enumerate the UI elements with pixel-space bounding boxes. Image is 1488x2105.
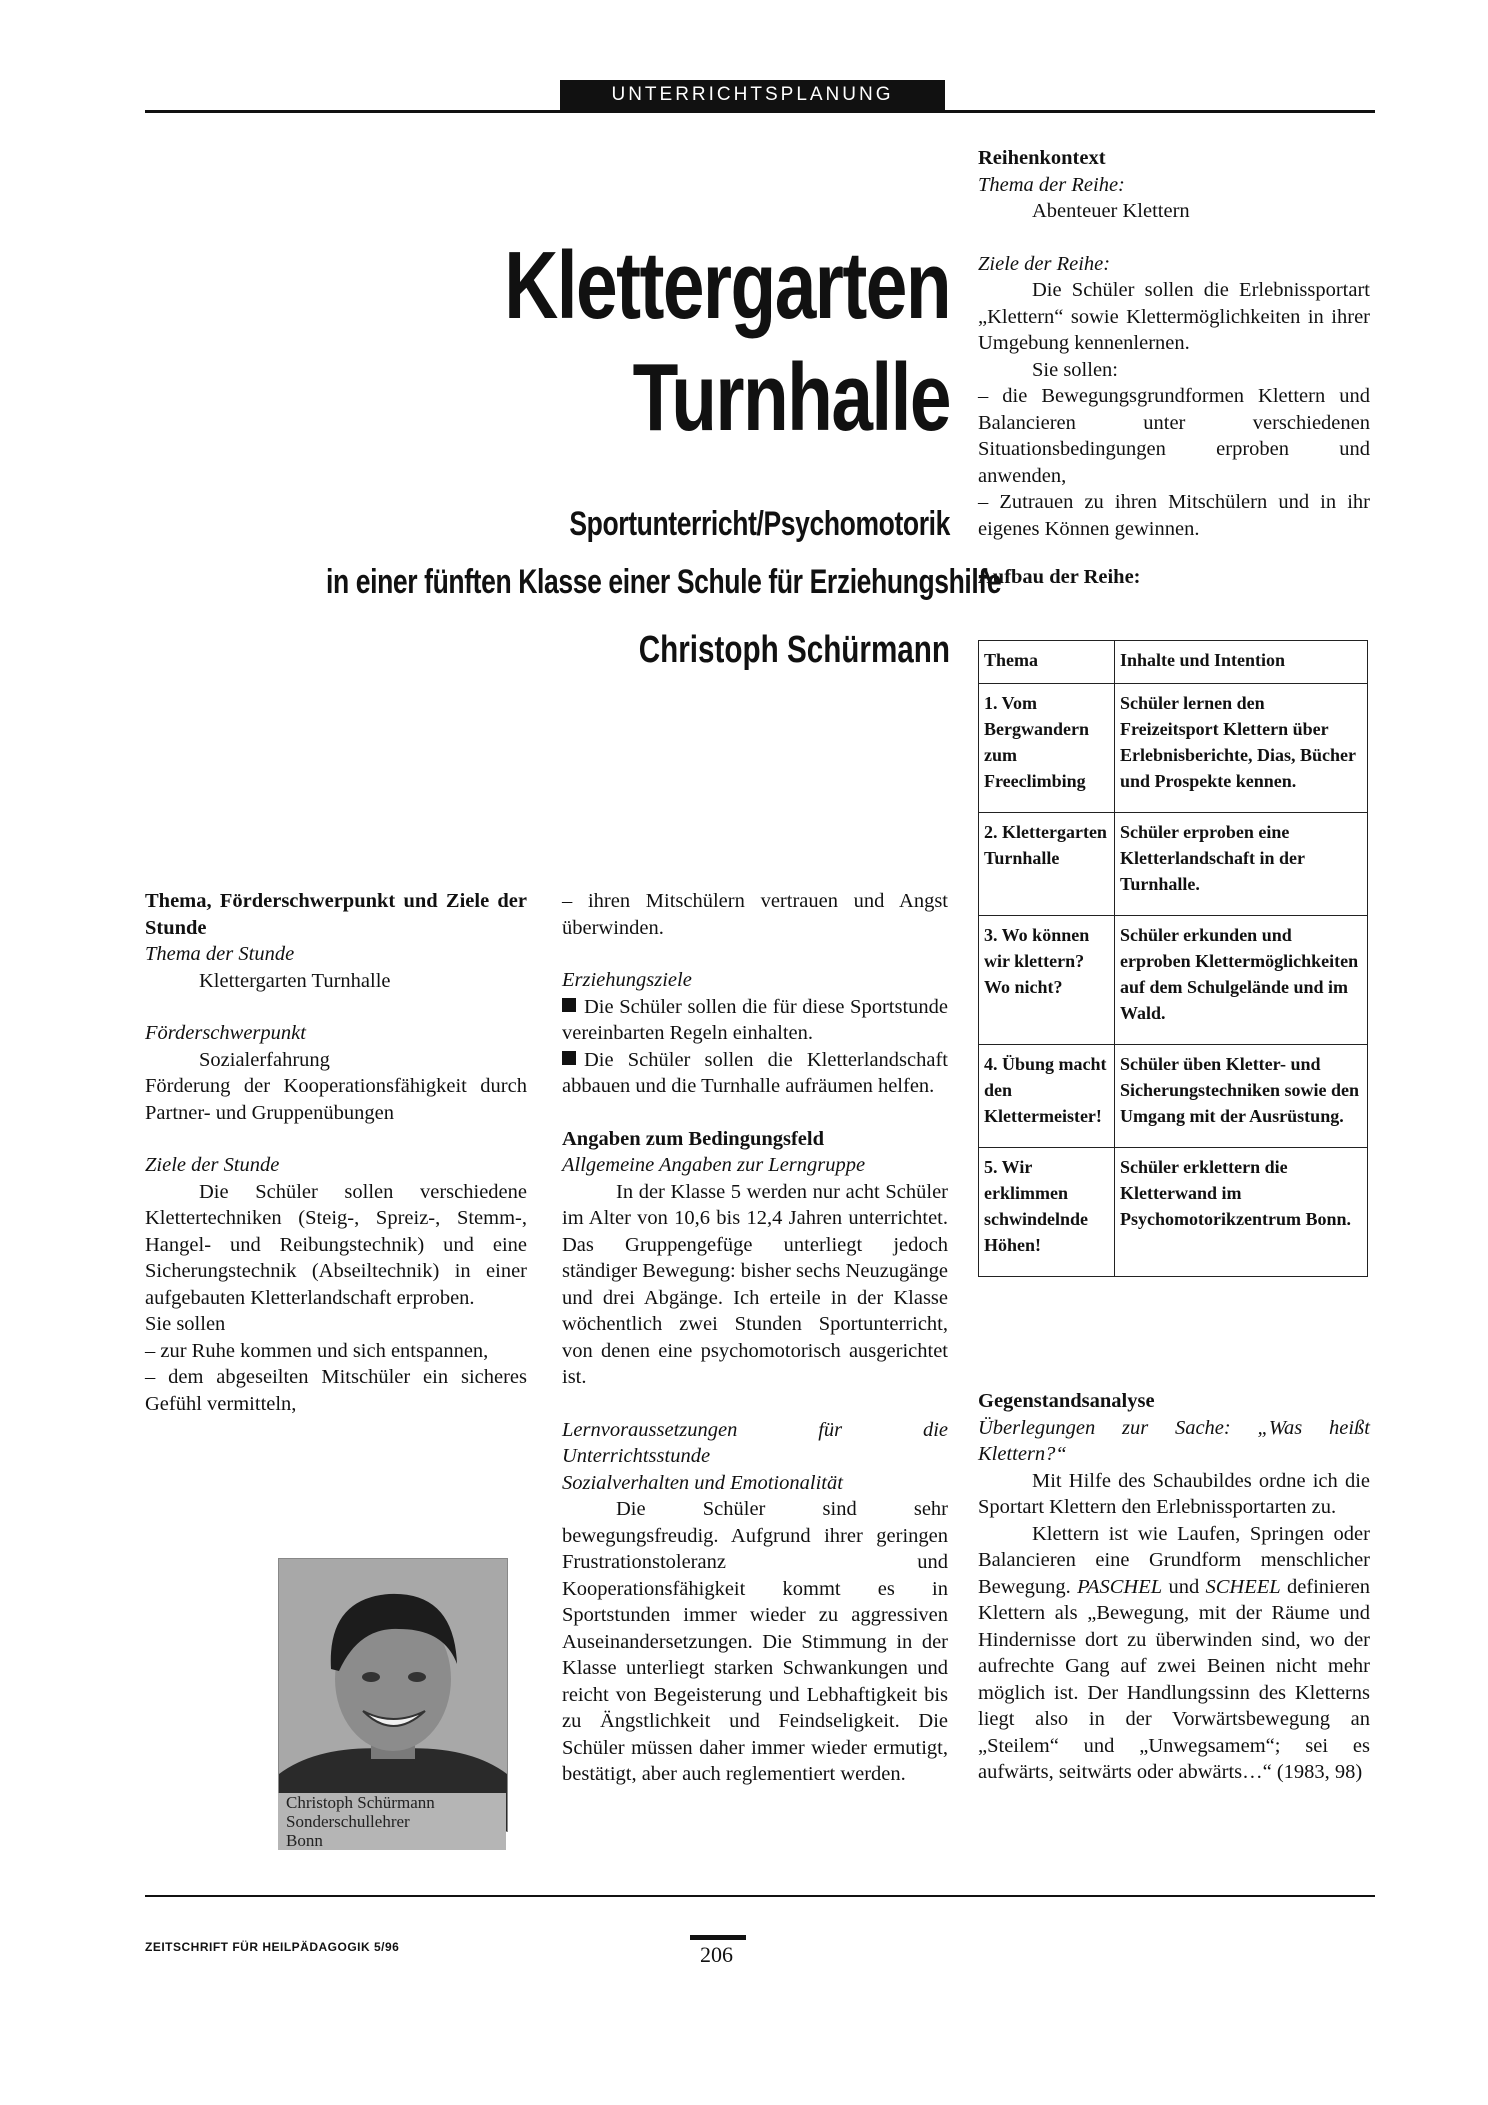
label-erziehungsziele: Erziehungsziele (562, 969, 692, 991)
journal-footer: ZEITSCHRIFT FÜR HEILPÄDAGOGIK 5/96 (145, 1940, 400, 1954)
value-foerderschwerpunkt: Sozialerfahrung (199, 1048, 330, 1071)
square-bullet-icon (562, 1051, 576, 1065)
portrait-image (279, 1559, 507, 1831)
list-item-ziele-stunde-1: – zur Ruhe kommen und sich entspannen, (145, 1339, 489, 1362)
heading-thema-der-stunde: Thema, Förderschwerpunkt und Ziele der Stunde (145, 890, 527, 939)
label-sozialverhalten: Sozialverhalten und Emotionalität (562, 1471, 843, 1494)
article-subtitle-1: Sportunterricht/Psychomotorik (569, 505, 950, 543)
subheading-ueberlegungen: Überlegungen zur Sache: „Was heißt Klettern?“ (978, 1416, 1370, 1465)
author-ref-paschel: PASCHEL (1077, 1575, 1163, 1598)
page-number-bar (690, 1935, 746, 1940)
table-cell-thema: 3. Wo können wir klettern? Wo nicht? (979, 916, 1115, 1045)
column-right-top (978, 145, 1370, 591)
paragraph-lerngruppe: In der Klasse 5 werden nur acht Schüler im Alter von 10,6 bis 12,4 Jahren unterrichtet. Das Gruppengefüge unterliegt jedoch ständiger Bewegung: bisher sechs Neuzugänge und drei Abgänge. Ich erteile in der Klasse wöchentlich zwei Stunden Sportunterricht, von denen eine psychomotorisch ausgerichtet ist. (562, 1180, 948, 1388)
text-analyse-2b: definieren Klettern als „Bewegung, mit der Räume und Hindernisse dort zu überwinden sind, wo der aufrechte Gang auf zwei Beinen nicht mehr möglich ist. Der Handlungssinn des Kletterns liegt also in der Vorwärtsbewegung an „Steilem“ und „Unwegsamem“; sei es aufwärts, seitwärts oder abwärts…“ (1983, 98) (978, 1575, 1371, 1783)
bullet-item-erziehungsziel-1 (562, 994, 948, 1047)
author-photo (278, 1558, 508, 1832)
label-foerderschwerpunkt: Förderschwerpunkt (145, 1022, 306, 1044)
table-cell-inhalte: Schüler erkunden und erproben Klettermöglichkeiten auf dem Schulgelände und im Wald. (1115, 916, 1368, 1045)
erziehungsziel-1-text: Die Schüler sollen die für diese Sportstunde vereinbarten Regeln einhalten. (562, 995, 948, 1044)
column-middle (562, 888, 948, 1788)
erziehungsziel-2-text: Die Schüler sollen die Kletterlandschaft abbauen und die Turnhalle aufräumen helfen. (562, 1048, 948, 1097)
section-label: UNTERRICHTSPLANUNG (560, 80, 945, 110)
list-item-ziele-stunde-3: – ihren Mitschülern vertrauen und Angst überwinden. (562, 890, 948, 939)
table-cell-inhalte: Schüler üben Kletter- und Sicherungstechniken sowie den Umgang mit der Ausrüstung. (1115, 1045, 1368, 1148)
heading-bedingungsfeld: Angaben zum Bedingungsfeld (562, 1127, 825, 1150)
table-header-thema: Thema (979, 641, 1115, 684)
photo-caption (278, 1793, 506, 1850)
article-title-line-1: Klettergarten (504, 232, 950, 339)
article-title-line-2: Turnhalle (632, 344, 950, 451)
paragraph-ziele-reihe-2: Sie sollen: (1032, 358, 1118, 381)
page-number: 206 (700, 1942, 733, 1967)
table-header-inhalte: Inhalte und Intention (1115, 641, 1368, 684)
label-ziele-der-reihe: Ziele der Reihe: (978, 252, 1111, 275)
heading-aufbau-der-reihe: Aufbau der Reihe: (978, 566, 1141, 588)
table-cell-inhalte: Schüler erproben eine Kletterlandschaft in der Turnhalle. (1115, 813, 1368, 916)
column-left (145, 888, 527, 1417)
table-cell-thema: 4. Übung macht den Klettermeister! (979, 1045, 1115, 1148)
caption-name: Christoph Schürmann (286, 1793, 435, 1812)
table-cell-inhalte: Schüler lernen den Freizeitsport Klettern über Erlebnisberichte, Dias, Bücher und Prospekte kennen. (1115, 684, 1368, 813)
table-cell-thema: 1. Vom Bergwandern zum Freeclimbing (979, 684, 1115, 813)
label-lernvoraussetzungen: Lernvoraussetzungen für die Unterrichtsstunde (562, 1418, 948, 1467)
paragraph-analyse-2 (978, 1521, 1370, 1786)
table-row (979, 1148, 1368, 1277)
list-item-ziele-stunde-2: – dem abgeseilten Mitschüler ein sicheres Gefühl vermitteln, (145, 1366, 527, 1415)
paragraph-sie-sollen: Sie sollen (145, 1313, 226, 1335)
caption-city: Bonn (286, 1831, 323, 1850)
list-item-ziele-reihe-1: – die Bewegungsgrundformen Klettern und Balancieren unter verschiedenen Situationsbedingungen erproben und anwenden, (978, 385, 1370, 487)
value-thema-der-stunde: Klettergarten Turnhalle (199, 969, 391, 992)
author-ref-scheel: SCHEEL (1205, 1575, 1281, 1598)
table-row (979, 813, 1368, 916)
bottom-rule (145, 1895, 1375, 1897)
square-bullet-icon (562, 998, 576, 1012)
table-cell-inhalte: Schüler erklettern die Kletterwand im Psychomotorikzentrum Bonn. (1115, 1148, 1368, 1277)
column-right-bottom (978, 1388, 1370, 1786)
table-header-row (979, 641, 1368, 684)
heading-gegenstandsanalyse: Gegenstandsanalyse (978, 1390, 1155, 1412)
label-ziele-der-stunde: Ziele der Stunde (145, 1154, 280, 1176)
caption-role: Sonderschullehrer (286, 1812, 410, 1831)
table-row (979, 916, 1368, 1045)
top-rule (145, 110, 1375, 113)
title-block (150, 230, 1002, 672)
table-aufbau (978, 640, 1368, 1277)
article-subtitle-2: in einer fünften Klasse einer Schule für Erziehungshilfe (326, 563, 1002, 601)
table-cell-thema: 5. Wir erklimmen schwindelnde Höhen! (979, 1148, 1115, 1277)
label-thema-der-reihe: Thema der Reihe: (978, 173, 1125, 196)
label-lerngruppe: Allgemeine Angaben zur Lerngruppe (562, 1154, 866, 1176)
list-item-ziele-reihe-2: – Zutrauen zu ihren Mitschülern und in ihr eigenes Können gewinnen. (978, 491, 1370, 540)
text-analyse-2a: Klettern ist wie Laufen, Springen oder Balancieren eine Grundform menschlicher Bewegung. (978, 1522, 1370, 1598)
table-cell-thema: 2. Klettergarten Turnhalle (979, 813, 1115, 916)
author-name: Christoph Schürmann (638, 629, 950, 671)
heading-reihenkontext: Reihenkontext (978, 147, 1106, 169)
paragraph-ziele-reihe-1: Die Schüler sollen die Erlebnissportart „Klettern“ sowie Klettermöglichkeiten in ihrer Umgebung kennenlernen. (978, 279, 1370, 354)
paragraph-ziele-stunde: Die Schüler sollen verschiedene Klettertechniken (Steig-, Spreiz-, Stemm-, Hangel- und Reibungstechnik) und eine Sicherungstechnik (Abseiltechnik) in einer aufgebauten Kletterlandschaft erproben. (145, 1180, 527, 1309)
bullet-item-erziehungsziel-2 (562, 1047, 948, 1100)
value-thema-der-reihe: Abenteuer Klettern (1032, 200, 1190, 222)
text-und: und (1168, 1575, 1200, 1598)
paragraph-foerderung: Förderung der Kooperationsfähigkeit durch Partner- und Gruppenübungen (145, 1075, 527, 1124)
table-row (979, 1045, 1368, 1148)
label-thema-der-stunde: Thema der Stunde (145, 943, 295, 965)
paragraph-sozialverhalten: Die Schüler sind sehr bewegungsfreudig. Aufgrund ihrer geringen Frustrationstoleranz und Kooperationsfähigkeit kommt es in Sportstunden immer wieder zu aggressiven Auseinandersetzungen. Die Stimmung in der Klasse unterliegt starken Schwankungen und reicht von Begeisterung und Lebhaftigkeit bis zu Ängstlichkeit und Feindseligkeit. Die Schüler müssen daher immer wieder ermutigt, bestätigt, aber auch reglementiert werden. (562, 1498, 948, 1785)
table-row (979, 684, 1368, 813)
paragraph-analyse-1: Mit Hilfe des Schaubildes ordne ich die Sportart Klettern den Erlebnissportarten zu. (978, 1469, 1370, 1518)
